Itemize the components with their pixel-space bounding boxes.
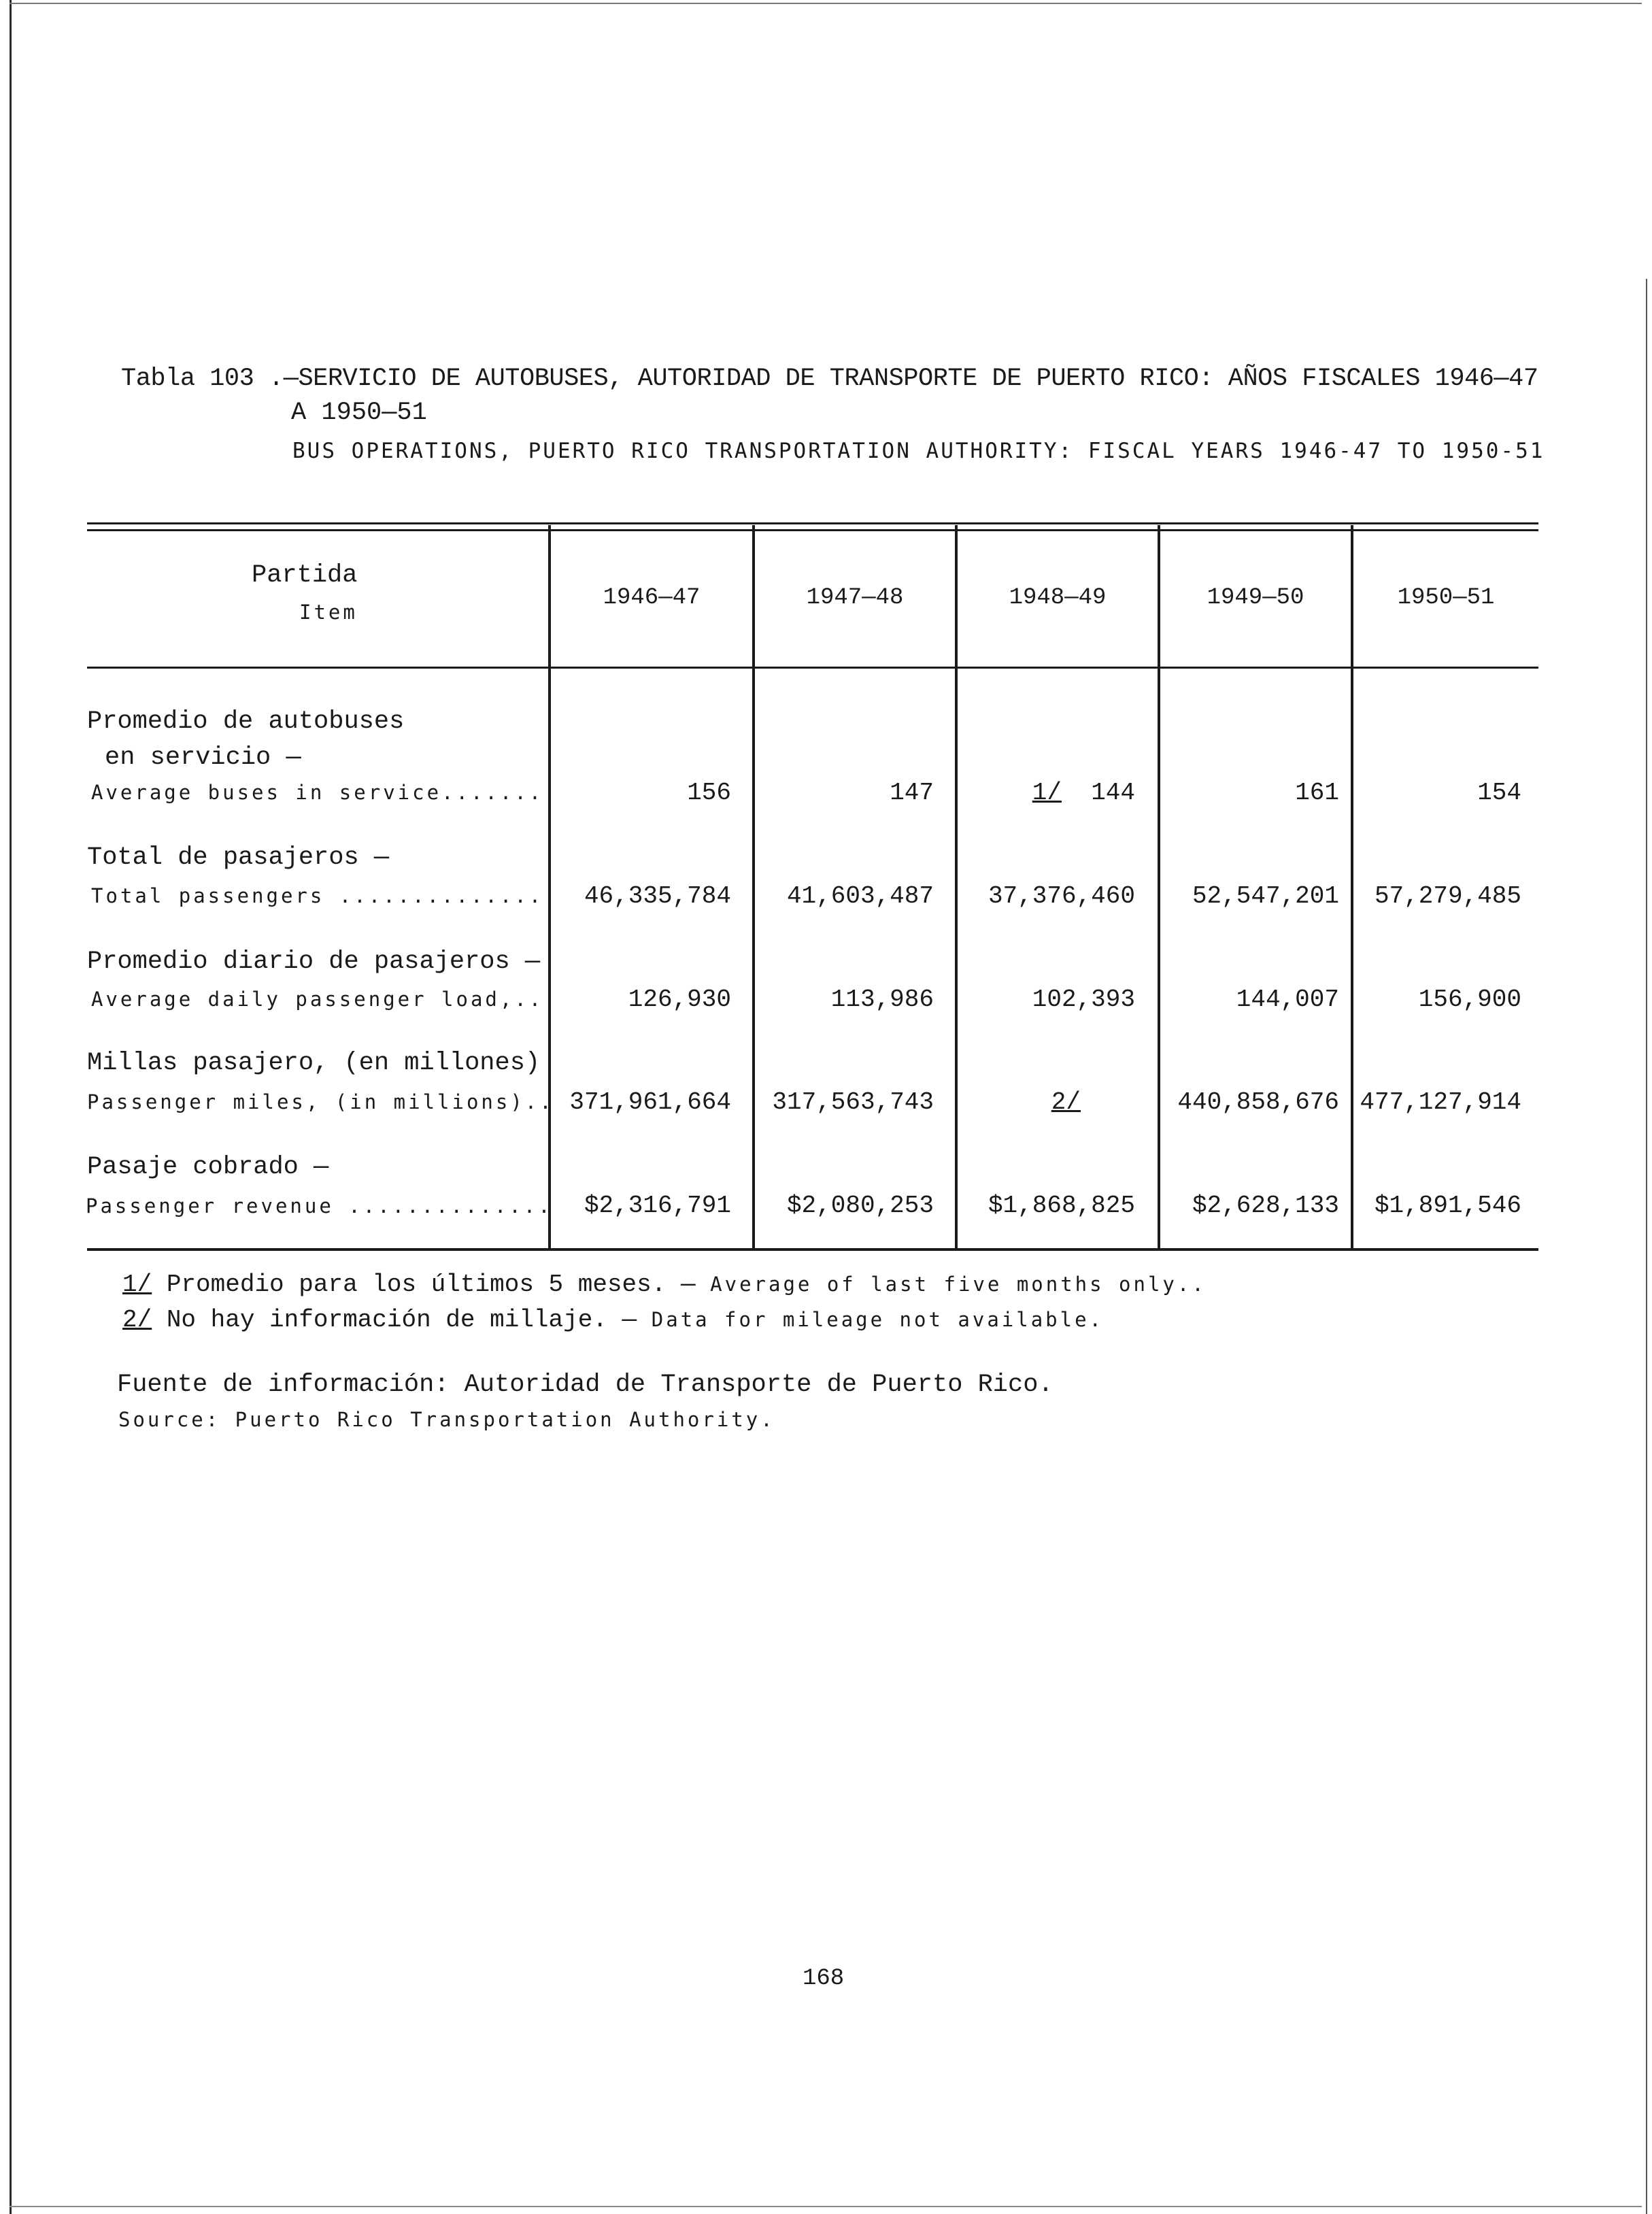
row-label-english: Total passengers ............... xyxy=(91,884,558,907)
row-label-english: Average buses in service........ xyxy=(91,781,558,804)
stub-header-english: Item xyxy=(299,601,358,624)
row-label-english: Average daily passenger load,... xyxy=(91,988,558,1011)
table-cell: 147 xyxy=(890,779,934,807)
table-cell: 477,127,914 xyxy=(1360,1088,1521,1116)
footnote-ref: 1/ xyxy=(1032,779,1062,807)
row-label-english: Passenger miles, (in millions).. xyxy=(87,1090,554,1113)
table-cell: 156 xyxy=(687,779,731,807)
table-cell: 41,603,487 xyxy=(786,882,934,910)
table-cell: 52,547,201 xyxy=(1192,882,1339,910)
row-label-english: Passenger revenue .............. xyxy=(86,1194,553,1218)
table-cell: $2,080,253 xyxy=(786,1192,934,1220)
page-border-bottom xyxy=(10,2206,1642,2207)
stub-header-spanish: Partida xyxy=(252,561,358,590)
footnote-text-english: Data for mileage not available. xyxy=(651,1308,1104,1331)
table-cell: 440,858,676 xyxy=(1177,1088,1339,1116)
page-number: 168 xyxy=(803,1966,845,1992)
footnote-text-spanish: Promedio para los últimos 5 meses. — xyxy=(166,1271,696,1298)
year-header-1947: 1947—48 xyxy=(806,585,904,611)
year-header-1946: 1946—47 xyxy=(603,585,701,611)
page-border-right xyxy=(1646,279,1647,2214)
row-label-spanish: Promedio de autobuses xyxy=(87,707,405,736)
row-label-spanish: Pasaje cobrado — xyxy=(87,1153,329,1181)
table-cell: 161 xyxy=(1295,779,1339,807)
table-title-spanish: Tabla 103 .—SERVICIO DE AUTOBUSES, AUTORIDAD DE TRANSPORTE DE PUERTO RICO: AÑOS FISCALES 1946—47 xyxy=(121,365,1538,393)
table-cell: $2,628,133 xyxy=(1192,1192,1339,1220)
row-label-spanish: Total de pasajeros — xyxy=(87,843,390,872)
footnote-ref: 2/ xyxy=(1051,1088,1081,1116)
page-border-top xyxy=(10,3,1642,4)
table-cell: 37,376,460 xyxy=(988,882,1135,910)
table-cell: 57,279,485 xyxy=(1374,882,1521,910)
source-spanish: Fuente de información: Autoridad de Transporte de Puerto Rico. xyxy=(117,1371,1053,1399)
row-label-spanish: en servicio — xyxy=(105,743,301,772)
table-top-rule xyxy=(87,522,1538,524)
source-english: Source: Puerto Rico Transportation Authority. xyxy=(118,1408,775,1431)
table-cell-footnote xyxy=(1051,1088,1081,1116)
year-header-1950: 1950—51 xyxy=(1397,585,1495,611)
table-cell: 144,007 xyxy=(1236,986,1339,1013)
table-cell: 371,961,664 xyxy=(569,1088,731,1116)
footnote-text-english: Average of last five months only.. xyxy=(710,1273,1207,1296)
footnote-text-spanish: No hay información de millaje. — xyxy=(166,1306,637,1334)
table-cell: 126,930 xyxy=(628,986,731,1013)
column-divider xyxy=(955,525,958,1250)
row-label-spanish: Millas pasajero, (en millones) xyxy=(87,1049,541,1077)
table-title-english: BUS OPERATIONS, PUERTO RICO TRANSPORTATION AUTHORITY: FISCAL YEARS 1946-47 TO 1950-51 xyxy=(292,439,1545,463)
column-divider xyxy=(752,525,755,1250)
column-divider xyxy=(1351,525,1353,1250)
table-cell-with-footnote xyxy=(1032,779,1135,807)
footnote-1 xyxy=(122,1271,1207,1298)
page-border-left xyxy=(10,0,12,2214)
table-cell: 46,335,784 xyxy=(584,882,731,910)
year-header-1948: 1948—49 xyxy=(1009,585,1107,611)
table-top-rule-double xyxy=(87,529,1538,531)
table-cell: $1,868,825 xyxy=(988,1192,1135,1220)
table-cell: 113,986 xyxy=(830,986,934,1013)
table-bottom-rule xyxy=(87,1248,1538,1251)
table-title-spanish-continued: A 1950—51 xyxy=(291,399,427,427)
table-cell: 317,563,743 xyxy=(772,1088,934,1116)
table-cell: 102,393 xyxy=(1032,986,1135,1013)
table-cell: 154 xyxy=(1477,779,1521,807)
header-bottom-rule xyxy=(87,667,1538,669)
footnote-2 xyxy=(122,1306,1104,1334)
table-cell: 156,900 xyxy=(1418,986,1521,1013)
table-cell: $1,891,546 xyxy=(1374,1192,1521,1220)
row-label-spanish: Promedio diario de pasajeros — xyxy=(87,947,541,976)
column-divider xyxy=(1158,525,1160,1250)
footnote-mark: 2/ xyxy=(122,1306,152,1334)
table-cell-value: 144 xyxy=(1091,779,1135,807)
year-header-1949: 1949—50 xyxy=(1207,585,1304,611)
footnote-mark: 1/ xyxy=(122,1271,152,1298)
table-cell: $2,316,791 xyxy=(584,1192,731,1220)
